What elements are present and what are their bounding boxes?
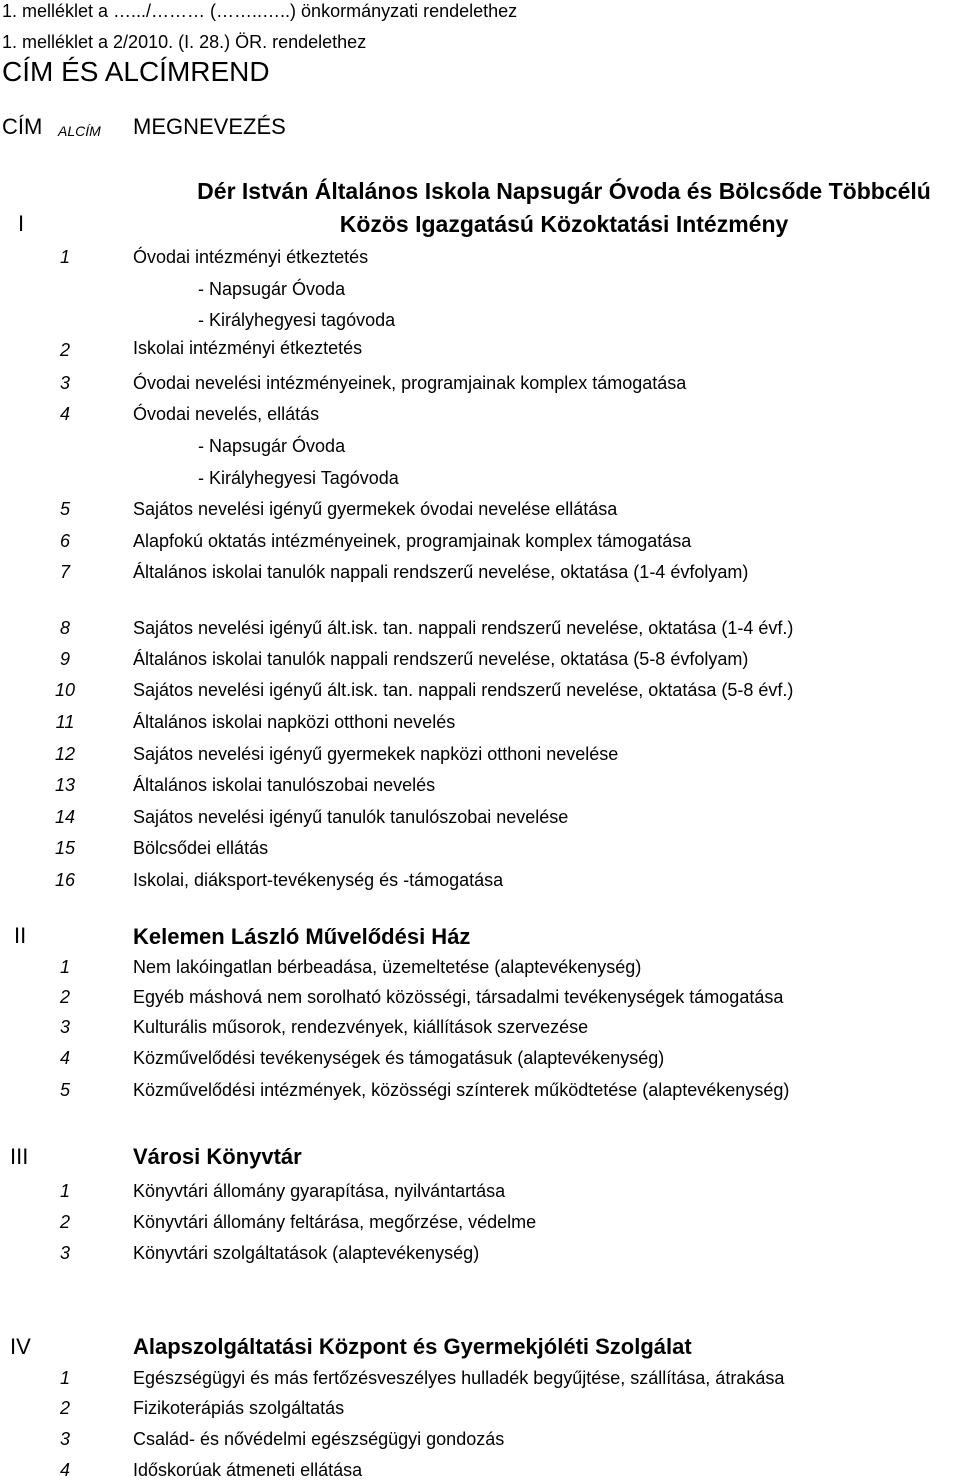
column-header-alcim: ALCÍM	[58, 123, 101, 139]
item-number: 4	[59, 1460, 70, 1480]
item-number: 4	[59, 404, 70, 424]
item-text: Egyéb máshová nem sorolható közösségi, társadalmi tevékenységek támogatása	[133, 987, 784, 1007]
item-text: Iskolai, diáksport-tevékenység és -támogatása	[133, 870, 504, 890]
item-number: 1	[59, 957, 70, 977]
item-text: Általános iskolai napközi otthoni nevelés	[133, 712, 456, 732]
item-number: 6	[59, 531, 70, 551]
item-text: Könyvtári szolgáltatások (alaptevékenység)	[133, 1243, 480, 1263]
item-text: Közművelődési tevékenységek és támogatásuk (alaptevékenység)	[133, 1048, 665, 1068]
item-text: Fizikoterápiás szolgáltatás	[133, 1398, 345, 1418]
item-text: Sajátos nevelési igényű tanulók tanulószobai nevelése	[133, 807, 569, 827]
section-title-line-2: Közös Igazgatású Közoktatási Intézmény	[339, 211, 789, 237]
item-number: 2	[59, 987, 70, 1007]
document-title: CÍM ÉS ALCÍMREND	[2, 56, 270, 87]
item-number: 4	[59, 1048, 70, 1068]
item-number: 3	[59, 1429, 70, 1449]
item-number: 16	[54, 870, 76, 890]
item-number: 1	[59, 1181, 70, 1201]
item-number: 1	[59, 1368, 70, 1388]
item-text: Egészségügyi és más fertőzésveszélyes hulladék begyűjtése, szállítása, átrakása	[133, 1368, 785, 1388]
sub-item-text: - Királyhegyesi Tagóvoda	[198, 468, 399, 488]
item-number: 5	[59, 499, 70, 519]
item-number: 12	[54, 744, 76, 764]
item-text: Könyvtári állomány feltárása, megőrzése, védelme	[133, 1212, 537, 1232]
item-text: Kulturális műsorok, rendezvények, kiállítások szervezése	[133, 1017, 589, 1037]
item-number: 3	[59, 373, 70, 393]
section-title-line-1: Dér István Általános Iskola Napsugár Óvoda és Bölcsőde Többcélú	[197, 178, 931, 204]
item-number: 2	[59, 1212, 70, 1232]
item-number: 1	[59, 247, 70, 267]
item-number: 3	[59, 1243, 70, 1263]
section-roman-numeral: I	[18, 211, 25, 236]
item-text: Általános iskolai tanulók nappali rendszerű nevelése, oktatása (5-8 évfolyam)	[133, 649, 749, 669]
section-roman-numeral: III	[10, 1144, 29, 1169]
item-number: 2	[59, 1398, 70, 1418]
sub-item-text: - Napsugár Óvoda	[198, 436, 346, 456]
item-text: Család- és nővédelmi egészségügyi gondozás	[133, 1429, 505, 1449]
item-text: Sajátos nevelési igényű gyermekek napközi otthoni nevelése	[133, 744, 619, 764]
section-title: Kelemen László Művelődési Ház	[133, 924, 471, 949]
section-roman-numeral: II	[14, 923, 27, 948]
item-text: Könyvtári állomány gyarapítása, nyilvántartása	[133, 1181, 506, 1201]
sub-item-text: - Napsugár Óvoda	[198, 279, 346, 299]
item-text: Általános iskolai tanulók nappali rendszerű nevelése, oktatása (1-4 évfolyam)	[133, 562, 749, 582]
section-title: Városi Könyvtár	[133, 1144, 302, 1169]
item-text: Bölcsődei ellátás	[133, 838, 269, 858]
item-text: Óvodai intézményi étkeztetés	[133, 247, 369, 267]
item-number: 11	[55, 712, 75, 732]
item-text: Nem lakóingatlan bérbeadása, üzemeltetése (alaptevékenység)	[133, 957, 642, 977]
header-line-1: 1. melléklet a ….../……… (……..…..) önkormányzati rendelethez	[2, 1, 518, 21]
item-number: 3	[59, 1017, 70, 1037]
item-text: Időskorúak átmeneti ellátása	[133, 1460, 363, 1480]
item-number: 5	[59, 1080, 70, 1100]
item-number: 14	[54, 807, 76, 827]
item-number: 13	[54, 775, 76, 795]
item-number: 9	[59, 649, 70, 669]
item-number: 8	[59, 618, 70, 638]
header-line-2: 1. melléklet a 2/2010. (I. 28.) ÖR. rendelethez	[2, 32, 367, 52]
item-number: 10	[54, 680, 76, 700]
item-text: Alapfokú oktatás intézményeinek, programjainak komplex támogatása	[133, 531, 692, 551]
item-text: Közművelődési intézmények, közösségi színterek működtetése (alaptevékenység)	[133, 1080, 790, 1100]
column-header-megnevezes: MEGNEVEZÉS	[133, 114, 286, 139]
item-text: Sajátos nevelési igényű ált.isk. tan. nappali rendszerű nevelése, oktatása (1-4 évf.)	[133, 618, 794, 638]
section-roman-numeral: IV	[10, 1334, 31, 1359]
column-header-cim: CÍM	[2, 114, 43, 139]
item-text: Óvodai nevelési intézményeinek, programjainak komplex támogatása	[133, 373, 687, 393]
item-text: Általános iskolai tanulószobai nevelés	[133, 775, 436, 795]
item-number: 15	[54, 838, 76, 858]
item-text: Sajátos nevelési igényű ált.isk. tan. nappali rendszerű nevelése, oktatása (5-8 évf.)	[133, 680, 794, 700]
sub-item-text: - Királyhegyesi tagóvoda	[198, 310, 396, 330]
section-title: Alapszolgáltatási Központ és Gyermekjóléti Szolgálat	[133, 1334, 692, 1359]
item-text: Sajátos nevelési igényű gyermekek óvodai nevelése ellátása	[133, 499, 618, 519]
item-number: 7	[59, 562, 70, 582]
item-text: Óvodai nevelés, ellátás	[133, 404, 320, 424]
item-number: 2	[59, 340, 70, 360]
item-text: Iskolai intézményi étkeztetés	[133, 338, 363, 358]
